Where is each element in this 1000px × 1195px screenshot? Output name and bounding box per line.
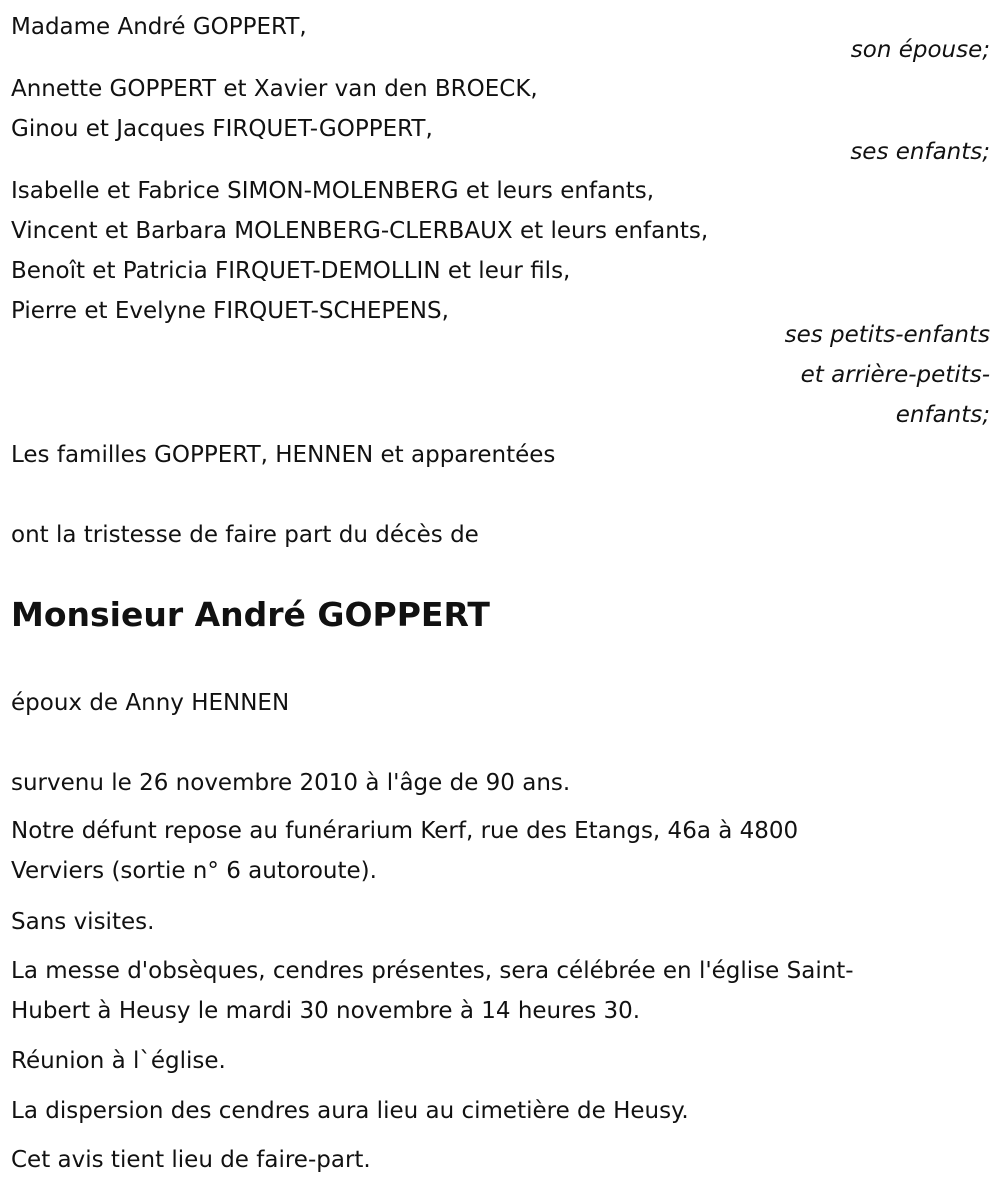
grandchild-name: Isabelle et Fabrice SIMON-MOLENBERG et leurs enfants, [11,178,655,204]
grandchildren-role: ses petits-enfants [784,322,990,348]
deceased-name: Monsieur André GOPPERT [11,595,490,634]
children-role: ses enfants; [850,139,990,165]
mass-details: La messe d'obsèques, cendres présentes, sera célébrée en l'église Saint- [11,958,854,984]
grandchild-name: Benoît et Patricia FIRQUET-DEMOLLIN et leur fils, [11,258,571,284]
mass-details: Hubert à Heusy le mardi 30 novembre à 14 heures 30. [11,998,641,1024]
visits: Sans visites. [11,909,155,935]
notice: Cet avis tient lieu de faire-part. [11,1147,371,1173]
child-name: Ginou et Jacques FIRQUET-GOPPERT, [11,116,433,142]
grandchildren-role: enfants; [895,402,990,428]
dispersion: La dispersion des cendres aura lieu au cimetière de Heusy. [11,1098,689,1124]
death-details: survenu le 26 novembre 2010 à l'âge de 90 ans. [11,770,571,796]
grandchild-name: Vincent et Barbara MOLENBERG-CLERBAUX et leurs enfants, [11,218,709,244]
repose-details: Notre défunt repose au funérarium Kerf, rue des Etangs, 46a à 4800 [11,818,799,844]
grandchild-name: Pierre et Evelyne FIRQUET-SCHEPENS, [11,298,449,324]
child-name: Annette GOPPERT et Xavier van den BROECK, [11,76,538,102]
grandchildren-role: et arrière-petits- [800,362,990,388]
repose-details: Verviers (sortie n° 6 autoroute). [11,858,377,884]
spouse-name: Madame André GOPPERT, [11,14,307,40]
meeting: Réunion à l`église. [11,1048,226,1074]
spouse-of: époux de Anny HENNEN [11,690,290,716]
announcement: ont la tristesse de faire part du décès de [11,522,479,548]
families: Les familles GOPPERT, HENNEN et apparentées [11,442,556,468]
spouse-role: son épouse; [850,37,990,63]
